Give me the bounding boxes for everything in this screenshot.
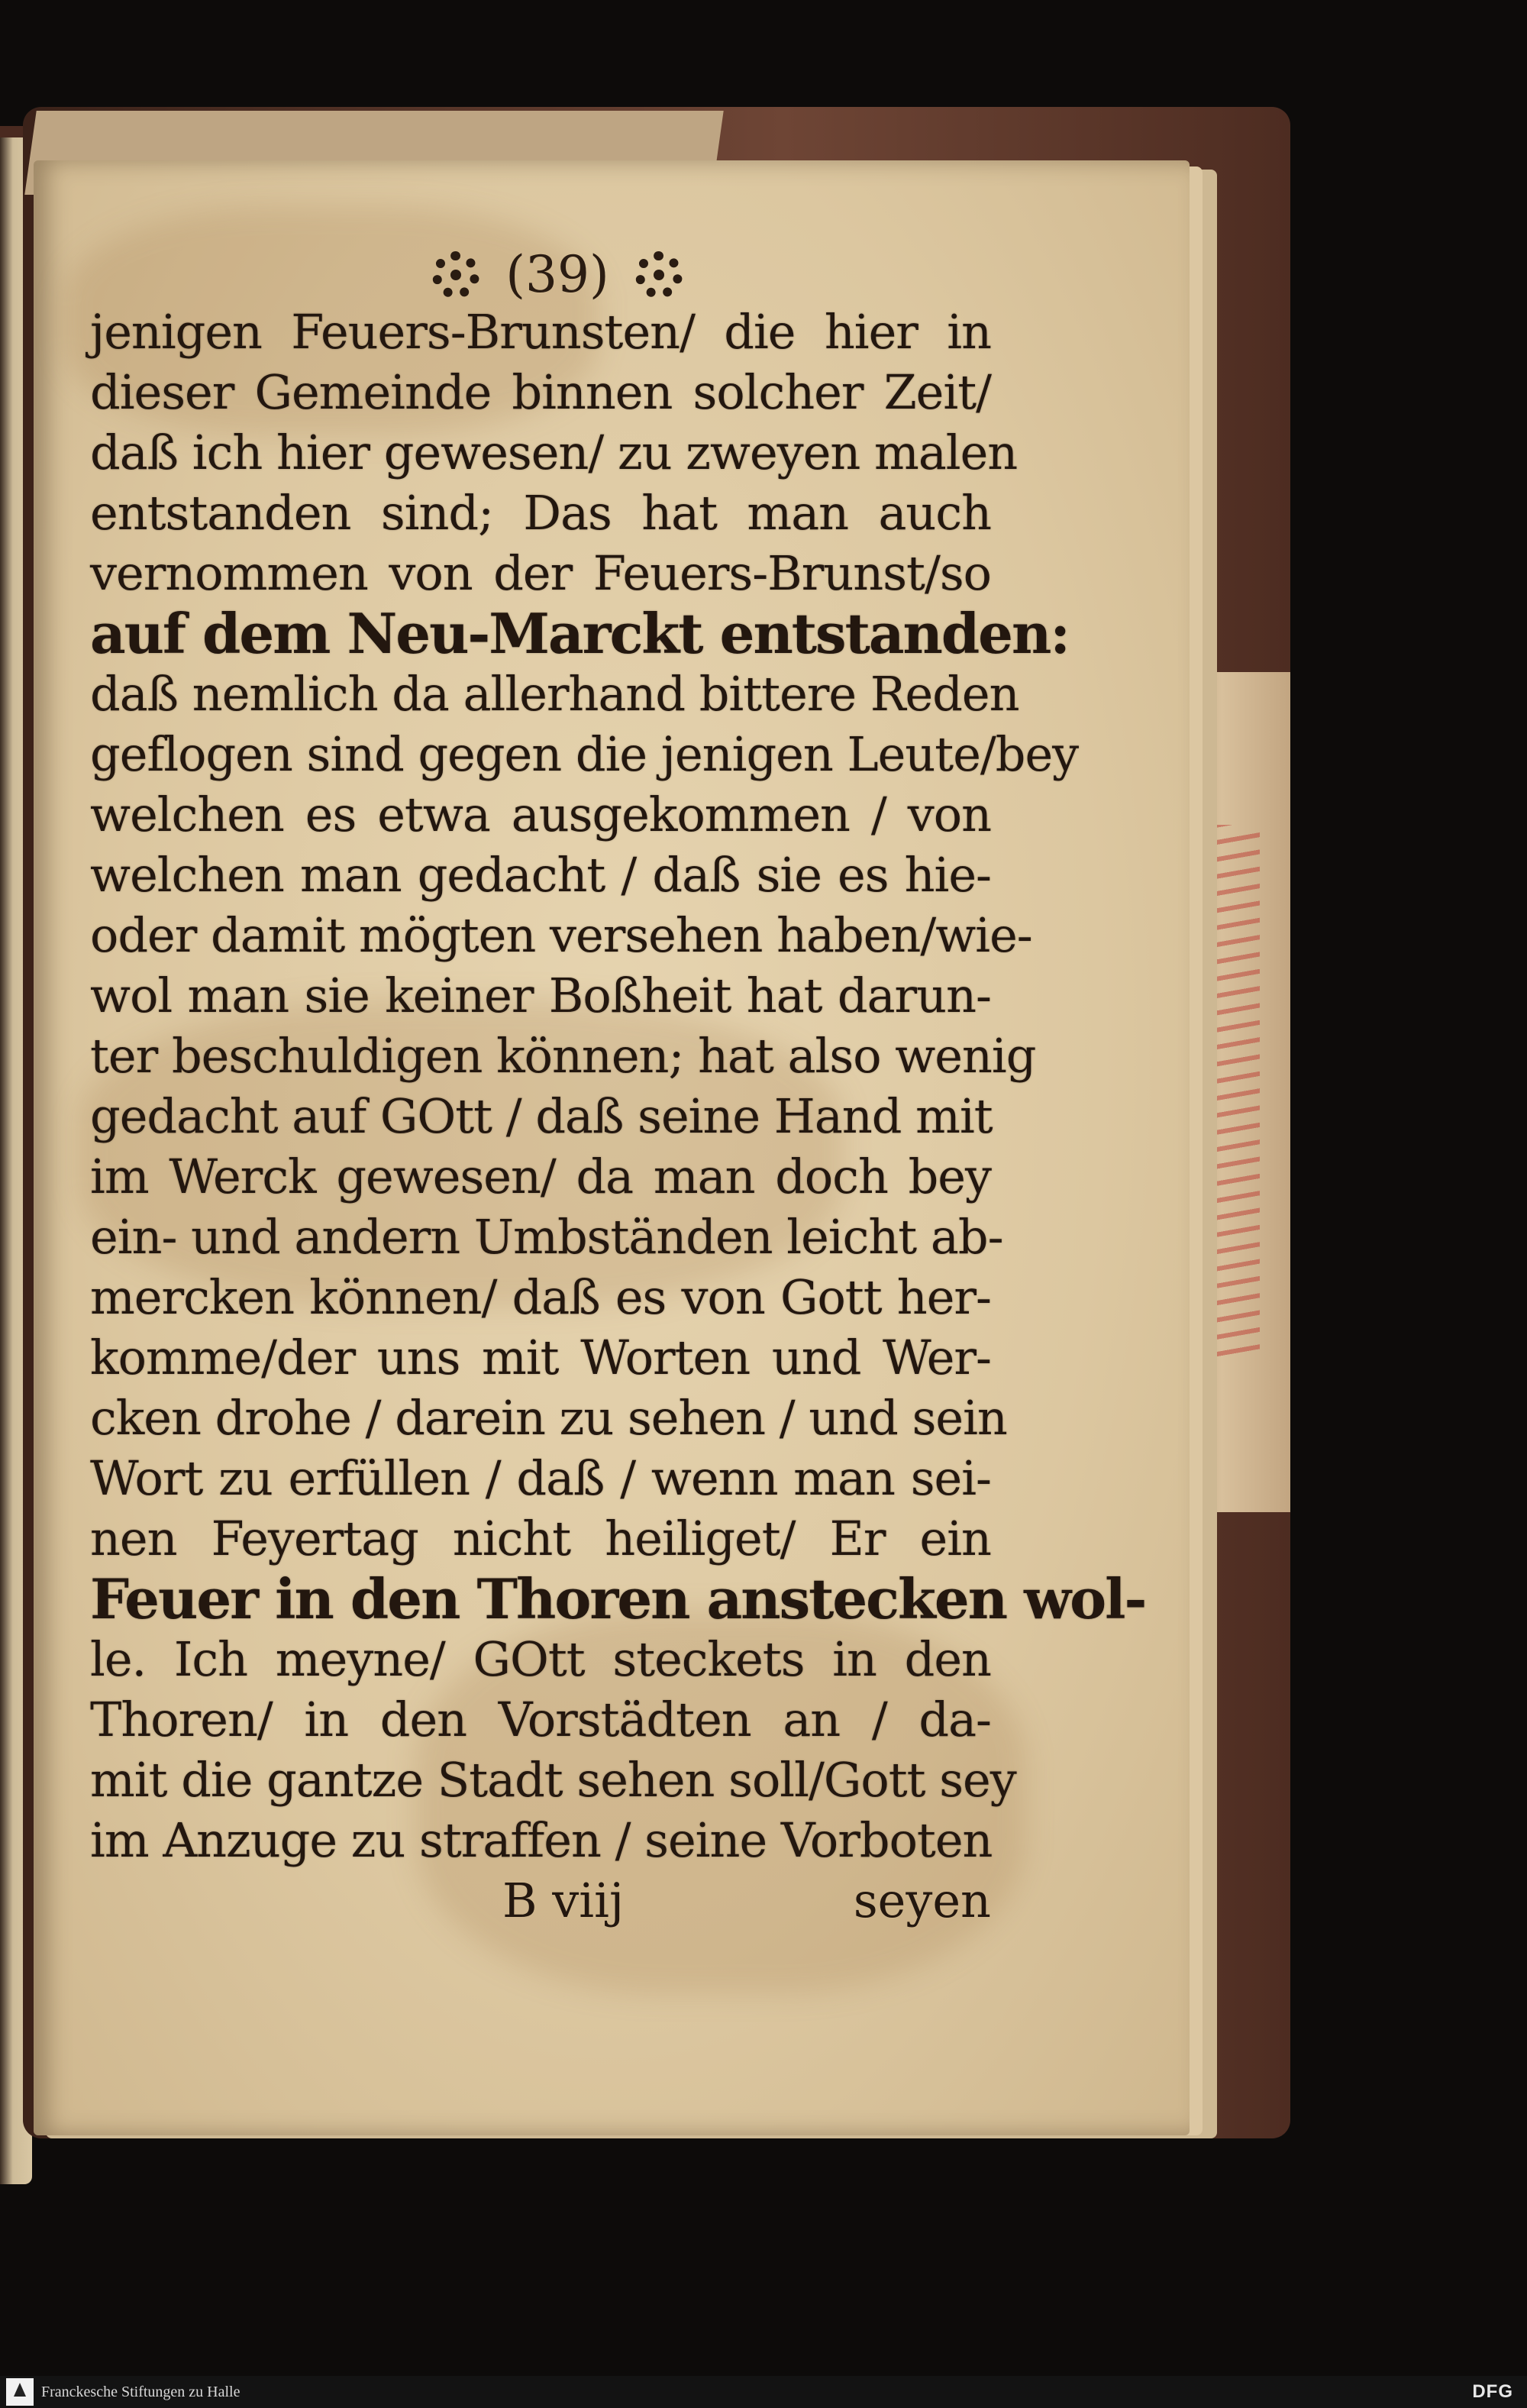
text-line: gedacht auf GOtt / daß seine Hand mit bbox=[90, 1088, 993, 1144]
text-line: jenigen Feuers-Brunsten/ die hier in bbox=[90, 304, 991, 360]
text-line: auf dem Neu-Marckt entstanden: bbox=[90, 601, 1069, 666]
text-line: geflogen sind gegen die jenigen Leute/bey bbox=[90, 726, 1079, 782]
text-line: le. Ich meyne/ GOtt steckets in den bbox=[90, 1631, 991, 1687]
text-line: entstanden sind; Das hat man auch bbox=[90, 485, 991, 541]
ornament-icon bbox=[432, 251, 479, 299]
text-line: Wort zu erfüllen / daß / wenn man sei- bbox=[90, 1450, 991, 1506]
text-line: daß ich hier gewesen/ zu zweyen malen bbox=[90, 425, 1018, 480]
page-number: (39) bbox=[505, 245, 609, 304]
text-line: im Werck gewesen/ da man doch bey bbox=[90, 1149, 991, 1204]
text-line: wol man sie keiner Boßheit hat darun- bbox=[90, 968, 991, 1023]
text-line: Feuer in den Thoren anstecken wol- bbox=[90, 1566, 1146, 1631]
text-line: oder damit mögten versehen haben/wie- bbox=[90, 907, 1032, 963]
institution-name: Franckesche Stiftungen zu Halle bbox=[41, 2383, 241, 2400]
institution-credit bbox=[6, 2378, 240, 2406]
text-line: ter beschuldigen können; hat also wenig bbox=[90, 1028, 1036, 1084]
text-line: vernommen von der Feuers-Brunst/so bbox=[90, 545, 991, 601]
text-line: mercken können/ daß es von Gott her- bbox=[90, 1269, 991, 1325]
text-line: daß nemlich da allerhand bittere Reden bbox=[90, 666, 1019, 722]
text-line: komme/der uns mit Worten und Wer- bbox=[90, 1330, 991, 1385]
catchword: seyen bbox=[853, 1873, 991, 1928]
text-line: welchen es etwa ausgekommen / von bbox=[90, 787, 991, 842]
text-line: nen Feyertag nicht heiliget/ Er ein bbox=[90, 1511, 991, 1566]
text-line: ein- und andern Umbständen leicht ab- bbox=[90, 1209, 1003, 1265]
text-line: dieser Gemeinde binnen solcher Zeit/ bbox=[90, 364, 991, 420]
funder-logo: DFG bbox=[1472, 2381, 1513, 2402]
ornament-icon bbox=[635, 251, 683, 299]
text-line: Thoren/ in den Vorstädten an / da- bbox=[90, 1692, 991, 1747]
page-text bbox=[90, 302, 1146, 1931]
text-line: welchen man gedacht / daß sie es hie- bbox=[90, 847, 991, 903]
text-line: mit die gantze Stadt sehen soll/Gott sey bbox=[90, 1752, 1016, 1808]
viewer-footer-bar bbox=[0, 2376, 1527, 2408]
text-line: im Anzuge zu straffen / seine Vorboten bbox=[90, 1812, 993, 1868]
text-line: cken drohe / darein zu sehen / und sein bbox=[90, 1390, 1007, 1446]
signature-mark: B viij bbox=[502, 1873, 625, 1928]
institution-logo-icon bbox=[6, 2378, 34, 2406]
page-footer bbox=[90, 1870, 991, 1931]
